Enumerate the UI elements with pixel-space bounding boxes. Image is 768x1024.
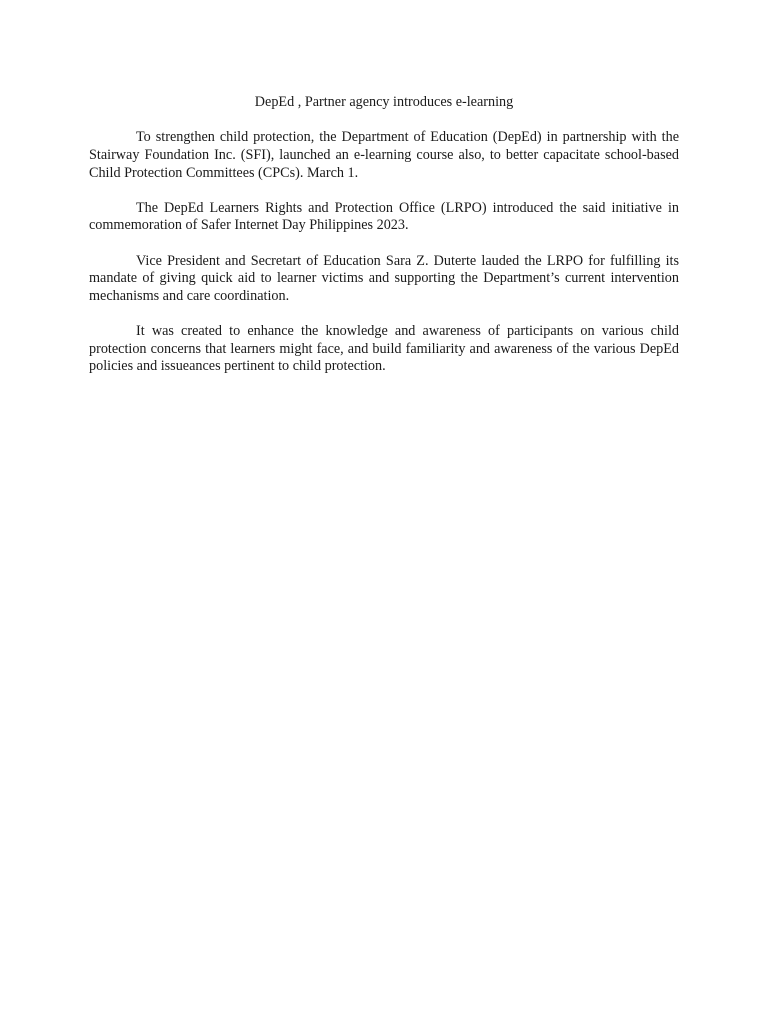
paragraph-lrpo: The DepEd Learners Rights and Protection Office (LRPO) introduced the said initiative in commemoration of Safer Internet Day Philippines 2023. bbox=[89, 199, 679, 234]
document-title: DepEd , Partner agency introduces e-learning bbox=[254, 94, 514, 110]
paragraph-purpose: It was created to enhance the knowledge and awareness of participants on various child protection concerns that learners might face, and build familiarity and awareness of the various DepEd policies and issueances pertinent to child protection. bbox=[89, 322, 679, 375]
paragraph-intro: To strengthen child protection, the Department of Education (DepEd) in partnership with the Stairway Foundation Inc. (SFI), launched an e-learning course also, to better capacitate school-based Child Protection Committees (CPCs). March 1. bbox=[89, 129, 679, 181]
paragraph-vice-president: Vice President and Secretart of Education Sara Z. Duterte lauded the LRPO for fulfilling its mandate of giving quick aid to learner victims and supporting the Department’s current intervention mechanisms and care coordination. bbox=[89, 252, 679, 304]
